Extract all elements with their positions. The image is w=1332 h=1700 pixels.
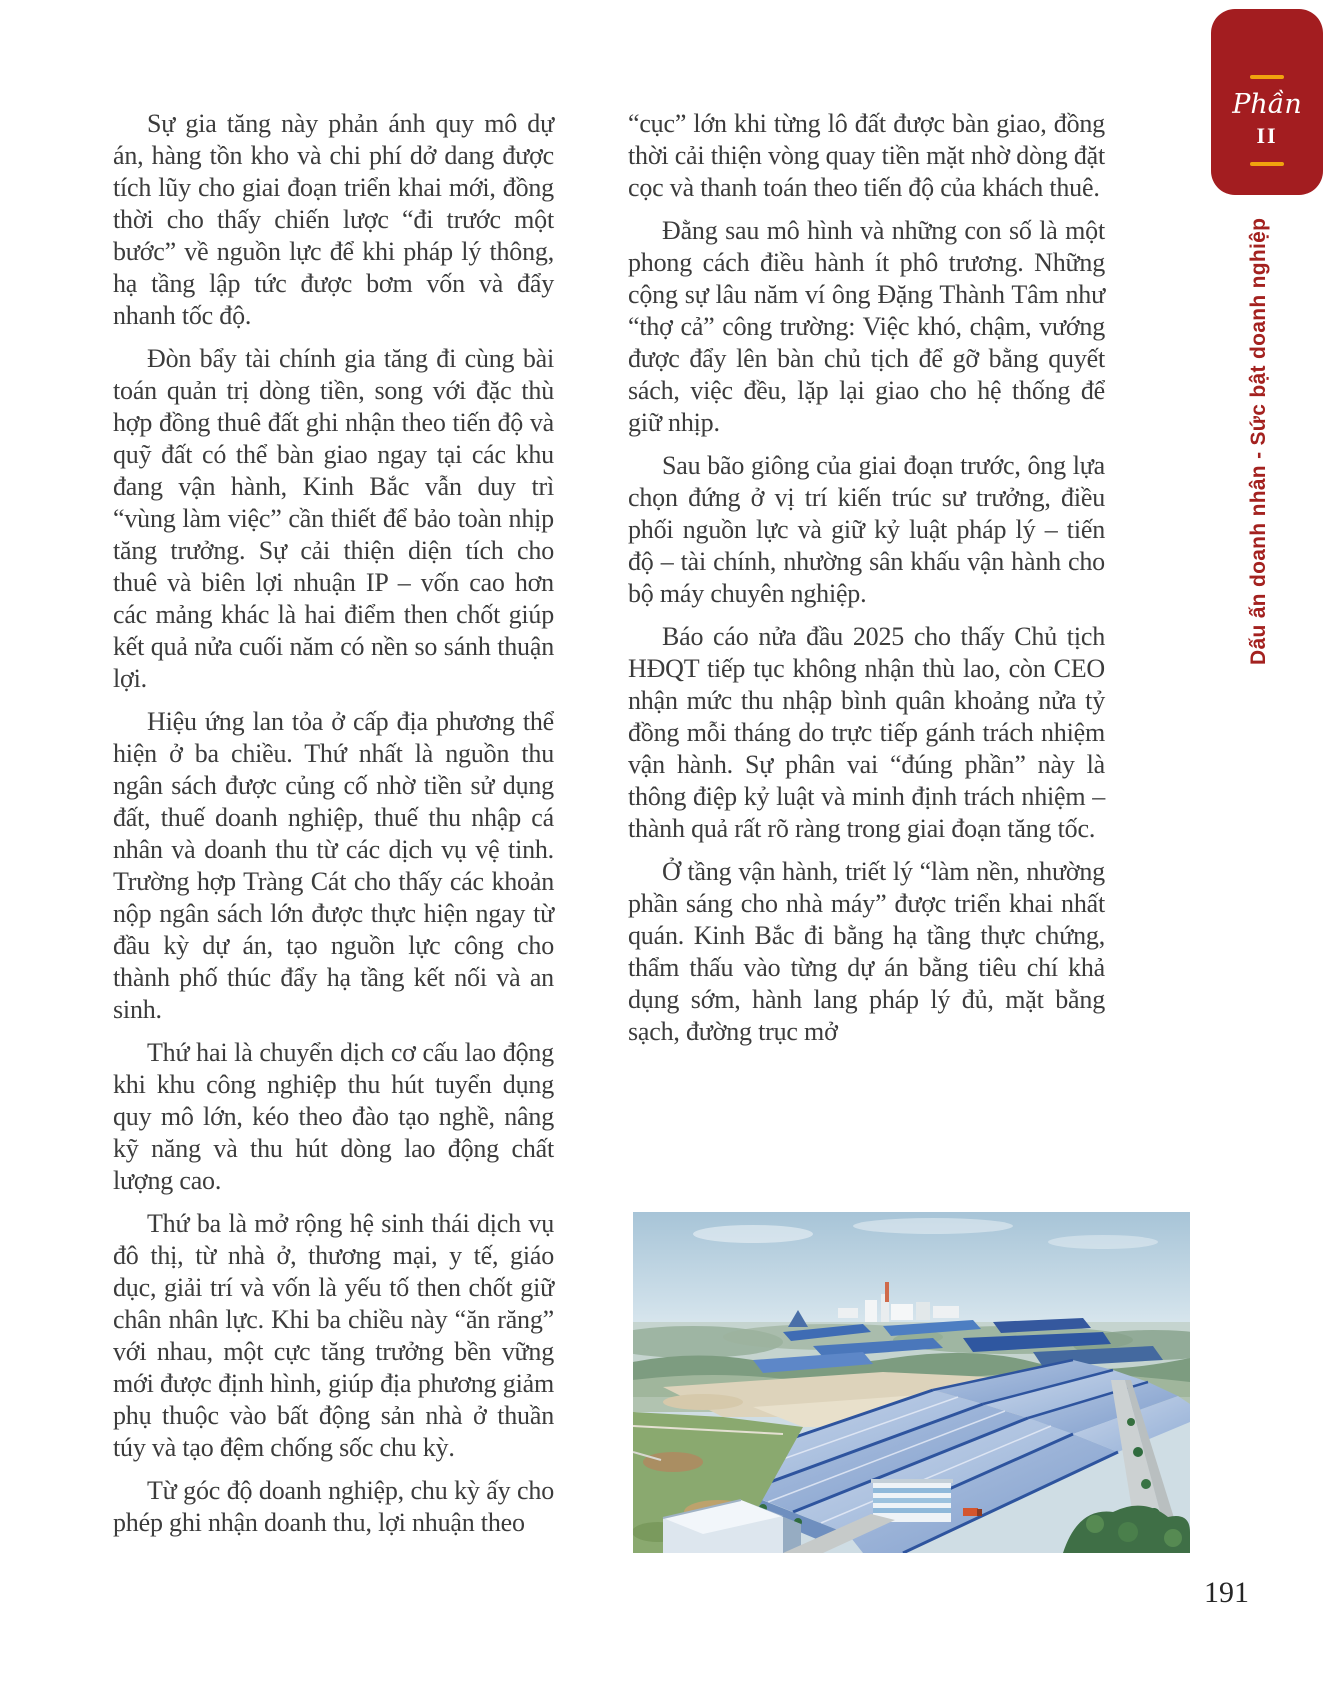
paragraph: Ở tầng vận hành, triết lý “làm nền, nhường phần sáng cho nhà máy” được triển khai nhất quán. Kinh Bắc đi bằng hạ tầng thực chứng, thẩm thấu vào từng dự án bằng tiêu chí khả dụng sớm, hành lang pháp lý đủ, mặt bằng sạch, đường trục mở — [628, 857, 1105, 1046]
paragraph: Thứ hai là chuyển dịch cơ cấu lao động khi khu công nghiệp thu hút tuyển dụng quy mô lớn, kéo theo đào tạo nghề, nâng kỹ năng và thu hút dòng lao động chất lượng cao. — [113, 1038, 554, 1195]
industrial-park-photo — [633, 1212, 1190, 1553]
gold-rule-top — [1250, 75, 1284, 79]
section-tab — [1211, 9, 1323, 195]
paragraph: “cục” lớn khi từng lô đất được bàn giao, đồng thời cải thiện vòng quay tiền mặt nhờ dòng đặt cọc và thanh toán theo tiến độ của khách thuê. — [628, 109, 1105, 202]
sidebar-vertical-title: Dấu ấn doanh nhân - Sức bật doanh nghiệp — [1247, 217, 1270, 665]
paragraph: Sau bão giông của giai đoạn trước, ông lựa chọn đứng ở vị trí kiến trúc sư trưởng, điều phối nguồn lực và giữ kỷ luật pháp lý – tiến độ – tài chính, nhường sân khấu vận hành cho bộ máy chuyên nghiệp. — [628, 451, 1105, 608]
right-column — [628, 108, 1105, 1059]
page-number: 191 — [1204, 1576, 1249, 1609]
left-column — [113, 108, 554, 1550]
paragraph: Đằng sau mô hình và những con số là một phong cách điều hành ít phô trương. Những cộng sự lâu năm ví ông Đặng Thành Tâm như “thợ cả” công trường: Việc khó, chậm, vướng được đẩy lên bàn chủ tịch để gỡ bằng quyết sách, việc đều, lặp lại giao cho hệ thống để giữ nhịp. — [628, 216, 1105, 437]
paragraph: Đòn bẩy tài chính gia tăng đi cùng bài toán quản trị dòng tiền, song với đặc thù hợp đồng thuê đất ghi nhận theo tiến độ và quỹ đất có thể bàn giao ngay tại các khu đang vận hành, Kinh Bắc vẫn duy trì “vùng làm việc” cần thiết để bảo toàn nhịp tăng trưởng. Sự cải thiện diện tích cho thuê và biên lợi nhuận IP – vốn cao hơn các mảng khác là hai điểm then chốt giúp kết quả nửa cuối năm có nền so sánh thuận lợi. — [113, 344, 554, 693]
aerial-photo-illustration — [633, 1212, 1190, 1553]
paragraph: Thứ ba là mở rộng hệ sinh thái dịch vụ đô thị, từ nhà ở, thương mại, y tế, giáo dục, giải trí và vốn là yếu tố then chốt giữ chân nhân lực. Khi ba chiều này “ăn răng” với nhau, một cực tăng trưởng bền vững mới được định hình, giúp địa phương giảm phụ thuộc vào bất động sản nhà ở thuần túy và tạo đệm chống sốc chu kỳ. — [113, 1209, 554, 1462]
paragraph: Báo cáo nửa đầu 2025 cho thấy Chủ tịch HĐQT tiếp tục không nhận thù lao, còn CEO nhận mức thu nhập bình quân khoảng nửa tỷ đồng mỗi tháng do trực tiếp gánh trách nhiệm vận hành. Sự phân vai “đúng phần” này là thông điệp kỷ luật và minh định trách nhiệm – thành quả rất rõ ràng trong giai đoạn tăng tốc. — [628, 622, 1105, 843]
section-numeral: II — [1256, 123, 1278, 148]
paragraph: Hiệu ứng lan tỏa ở cấp địa phương thể hiện ở ba chiều. Thứ nhất là nguồn thu ngân sách được củng cố nhờ tiền sử dụng đất, thuế doanh nghiệp, thuế thu nhập cá nhân và doanh thu từ các dịch vụ vệ tinh. Trường hợp Tràng Cát cho thấy các khoản nộp ngân sách lớn được thực hiện ngay từ đầu kỳ dự án, tạo nguồn lực công cho thành phố thúc đẩy hạ tầng kết nối và an sinh. — [113, 707, 554, 1024]
paragraph: Sự gia tăng này phản ánh quy mô dự án, hàng tồn kho và chi phí dở dang được tích lũy cho giai đoạn triển khai mới, đồng thời cho thấy chiến lược “đi trước một bước” về nguồn lực để khi pháp lý thông, hạ tầng lập tức được bơm vốn và đẩy nhanh tốc độ. — [113, 109, 554, 330]
gold-rule-bottom — [1250, 162, 1284, 166]
paragraph: Từ góc độ doanh nghiệp, chu kỳ ấy cho phép ghi nhận doanh thu, lợi nhuận theo — [113, 1476, 554, 1537]
section-label-script: Phần — [1232, 89, 1302, 120]
